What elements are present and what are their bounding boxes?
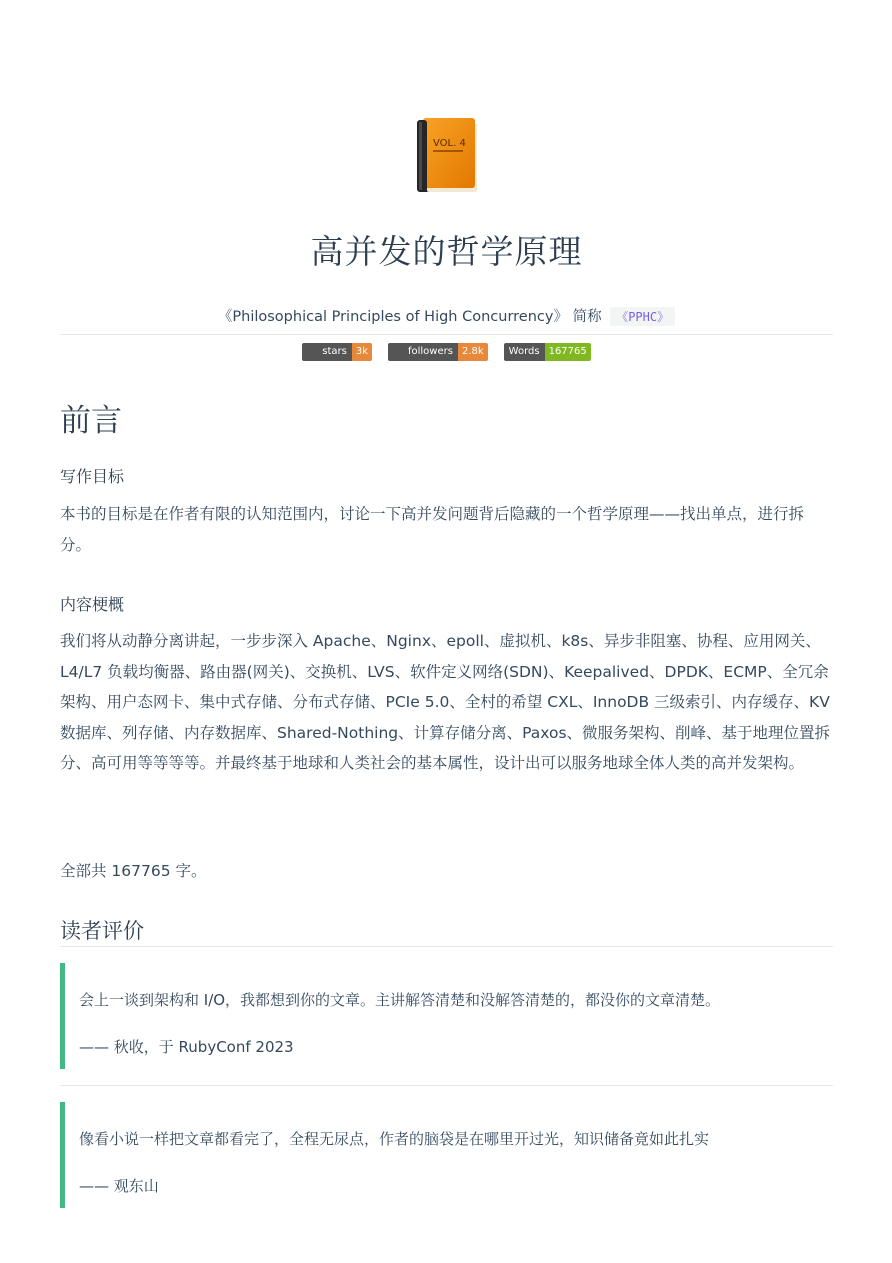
outline-paragraph: 我们将从动静分离讲起，一步步深入 Apache、Nginx、epoll、虚拟机、k8s、异步非阻塞、协程、应用网关、L4/L7 负载均衡器、路由器(网关)、交换机、LVS、软件定义网络(SDN)、Keepalived、DPDK、ECMP、全冗余架构、用户态网卡、集中式存储、分布式存储、PCIe 5.0、全村的希望 CXL、InnoDB 三级索引、内存缓存、KV 数据库、列存储、内存数据库、Shared-Nothing、计算存储分离、Paxos、微服务架构、削峰、基于地理位置拆分、高可用等等等等。并最终基于地球和人类社会的基本属性，设计出可以服务地球全体人类的高并发架构。 <box>60 632 831 772</box>
review-author: —— 观东山 <box>79 1177 159 1195</box>
page-title: 高并发的哲学原理 <box>310 232 583 271</box>
review-quote <box>60 1102 833 1208</box>
preface-heading: 前言 <box>60 403 122 439</box>
goal-paragraph: 本书的目标是在作者有限的认知范围内，讨论一下高并发问题背后隐藏的一个哲学原理——找出单点，进行拆分。 <box>60 505 805 554</box>
orange-book-icon <box>415 116 481 196</box>
badge-row <box>60 343 833 361</box>
review-author: —— 秋收，于 RubyConf 2023 <box>79 1038 294 1056</box>
reviews-heading: 读者评价 <box>60 919 144 943</box>
review-text: 会上一谈到架构和 I/O，我都想到你的文章。主讲解答清楚和没解答清楚的，都没你的文章清楚。 <box>79 991 721 1009</box>
review-quote <box>60 963 833 1069</box>
review-text: 像看小说一样把文章都看完了，全程无尿点，作者的脑袋是在哪里开过光，知识储备竟如此扎实 <box>79 1130 710 1148</box>
review-divider <box>60 1085 833 1086</box>
word-count: 全部共 167765 字。 <box>60 862 207 880</box>
followers-badge[interactable] <box>388 343 488 361</box>
stars-badge-label: stars <box>302 343 352 361</box>
header-divider <box>60 334 833 335</box>
stars-badge-value: 3k <box>352 343 372 361</box>
words-badge[interactable] <box>504 343 591 361</box>
subtitle-text: 《Philosophical Principles of High Concurrency》 简称 <box>217 309 602 325</box>
stars-badge[interactable] <box>302 343 372 361</box>
goal-heading: 写作目标 <box>60 467 125 486</box>
followers-badge-label: followers <box>388 343 458 361</box>
followers-badge-value: 2.8k <box>458 343 488 361</box>
svg-text:VOL. 4: VOL. 4 <box>433 138 466 149</box>
reviews-divider <box>60 946 833 947</box>
abbreviation-code: 《PPHC》 <box>610 307 675 326</box>
words-badge-label: Words <box>504 343 545 361</box>
words-badge-value: 167765 <box>545 343 591 361</box>
outline-heading: 内容梗概 <box>60 595 125 614</box>
subtitle <box>60 305 833 326</box>
